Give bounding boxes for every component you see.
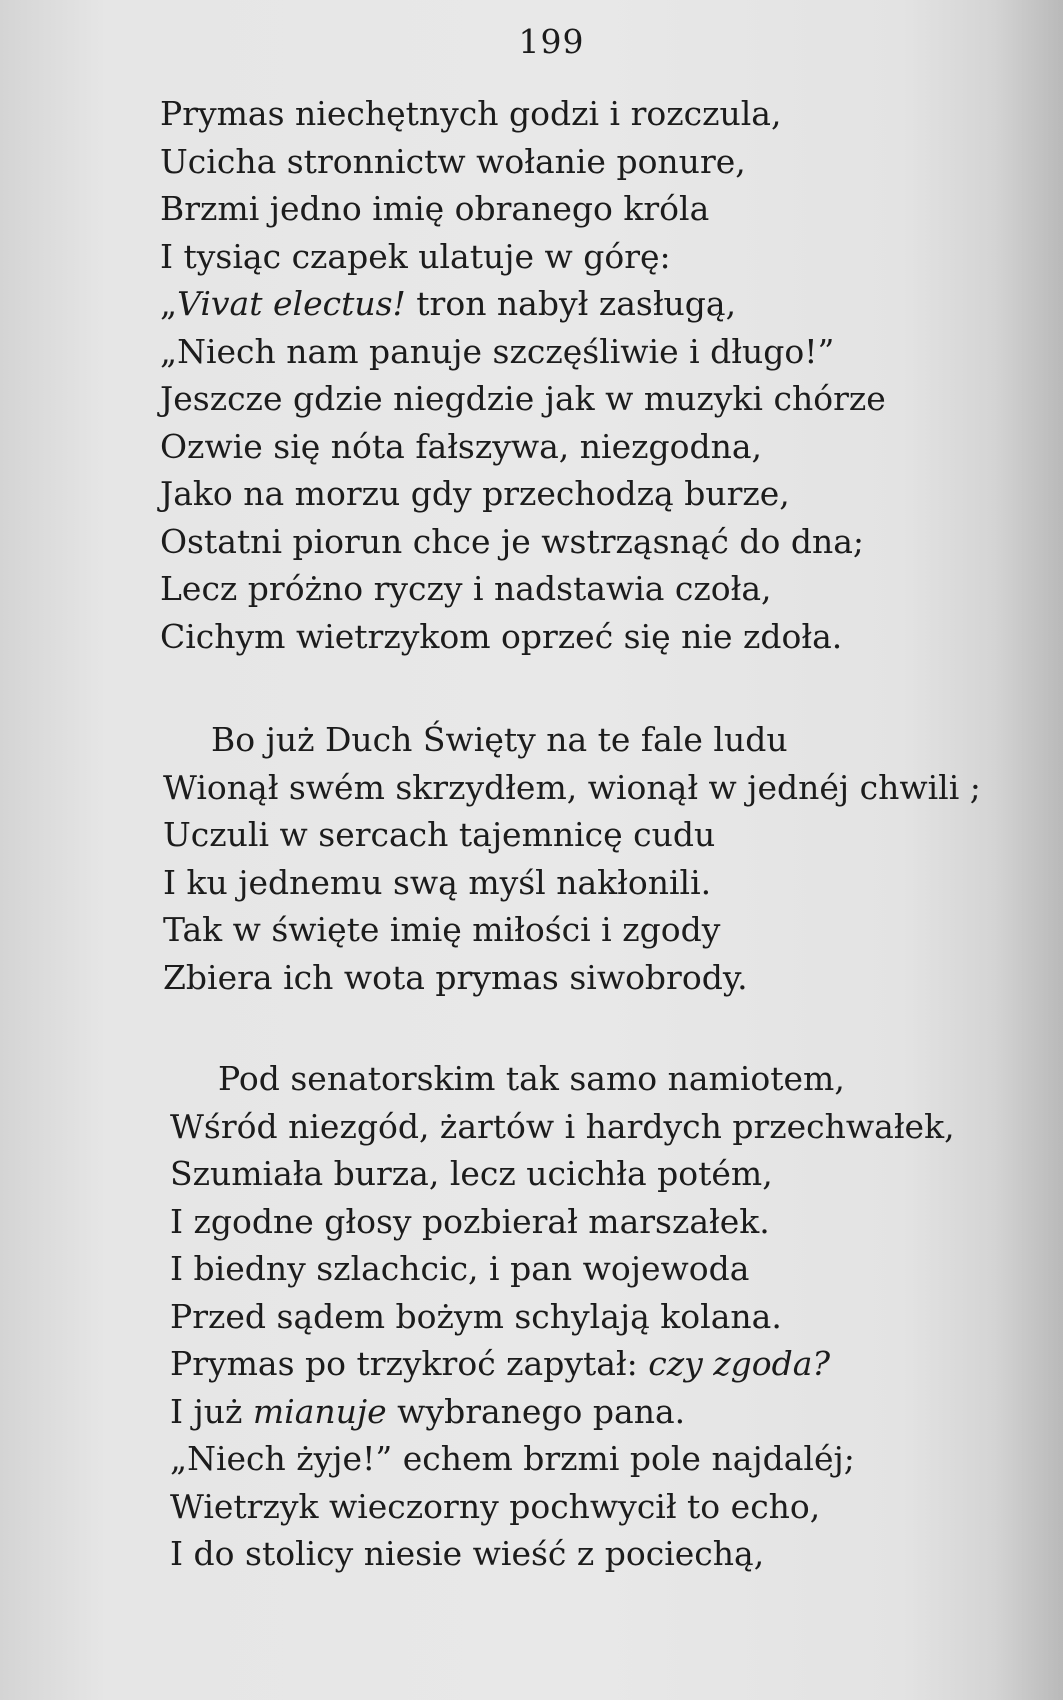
verse-line: Ozwie się nóta fałszywa, niezgodna, [160, 426, 763, 466]
verse-line: I zgodne głosy pozbierał marszałek. [170, 1201, 770, 1241]
verse-line: I tysiąc czapek ulatuje w górę: [160, 236, 671, 276]
verse-line: Prymas niechętnych godzi i rozczula, [160, 94, 782, 133]
page-binding-shadow [993, 0, 1063, 1700]
verse-italic-text: Vivat electus! [177, 284, 406, 323]
verse-line: Brzmi jedno imię obranego króla [160, 189, 710, 228]
verse-line: „Niech nam panuje szczęśliwie i długo!” [160, 331, 835, 371]
verse-line: Cichym wietrzykom oprzeć się nie zdoła. [160, 616, 843, 656]
verse-italic-text: czy zgoda? [648, 1344, 831, 1383]
verse-line [160, 280, 886, 328]
verse-line [170, 1340, 955, 1388]
verse-italic-text: mianuje [252, 1391, 387, 1431]
verse-line: Jako na morzu gdy przechodzą burze, [160, 474, 790, 513]
verse-line: I do stolicy niesie wieść z pociechą, [170, 1534, 765, 1573]
verse-line: Wietrzyk wieczorny pochwycił to echo, [170, 1486, 821, 1526]
page-number: 199 [518, 22, 585, 61]
verse-line: Szumiała burza, lecz ucichła potém, [170, 1154, 773, 1193]
verse-line: Wśród niezgód, żartów i hardych przechwałek, [170, 1106, 955, 1146]
stanza-1 [160, 90, 886, 660]
verse-line: I biedny szlachcic, i pan wojewoda [170, 1249, 750, 1288]
verse-line: Bo już Duch Święty na te fale ludu [211, 720, 788, 759]
verse-text: Prymas po trzykroć zapytał: [170, 1344, 649, 1383]
verse-line: Tak w święte imię miłości i zgody [163, 910, 721, 949]
verse-text: tron nabył zasługą, [405, 284, 737, 323]
verse-text: „ [160, 284, 178, 323]
verse-line: Wionął swém skrzydłem, wionął w jednéj chwili ; [163, 767, 981, 807]
verse-line: Lecz próżno ryczy i nadstawia czoła, [160, 569, 772, 608]
verse-line: Pod senatorskim tak samo namiotem, [218, 1059, 845, 1098]
verse-line: Uczuli w sercach tajemnicę cudu [163, 815, 716, 854]
verse-line: Przed sądem bożym schylają kolana. [170, 1296, 782, 1336]
verse-line: Jeszcze gdzie niegdzie jak w muzyki chórze [160, 379, 886, 418]
verse-line [170, 1388, 955, 1436]
verse-text: wybranego pana. [386, 1391, 686, 1431]
verse-line: „Niech żyje!” echem brzmi pole najdaléj; [170, 1439, 855, 1478]
verse-text: I już [170, 1391, 253, 1431]
verse-line: Zbiera ich wota prymas siwobrody. [163, 957, 748, 997]
stanza-2 [163, 716, 981, 1001]
verse-line: I ku jednemu swą myśl nakłonili. [163, 862, 712, 902]
verse-line: Ucicha stronnictw wołanie ponure, [160, 141, 746, 181]
verse-line: Ostatni piorun chce je wstrząsnąć do dna; [160, 521, 865, 561]
stanza-3 [170, 1055, 955, 1578]
